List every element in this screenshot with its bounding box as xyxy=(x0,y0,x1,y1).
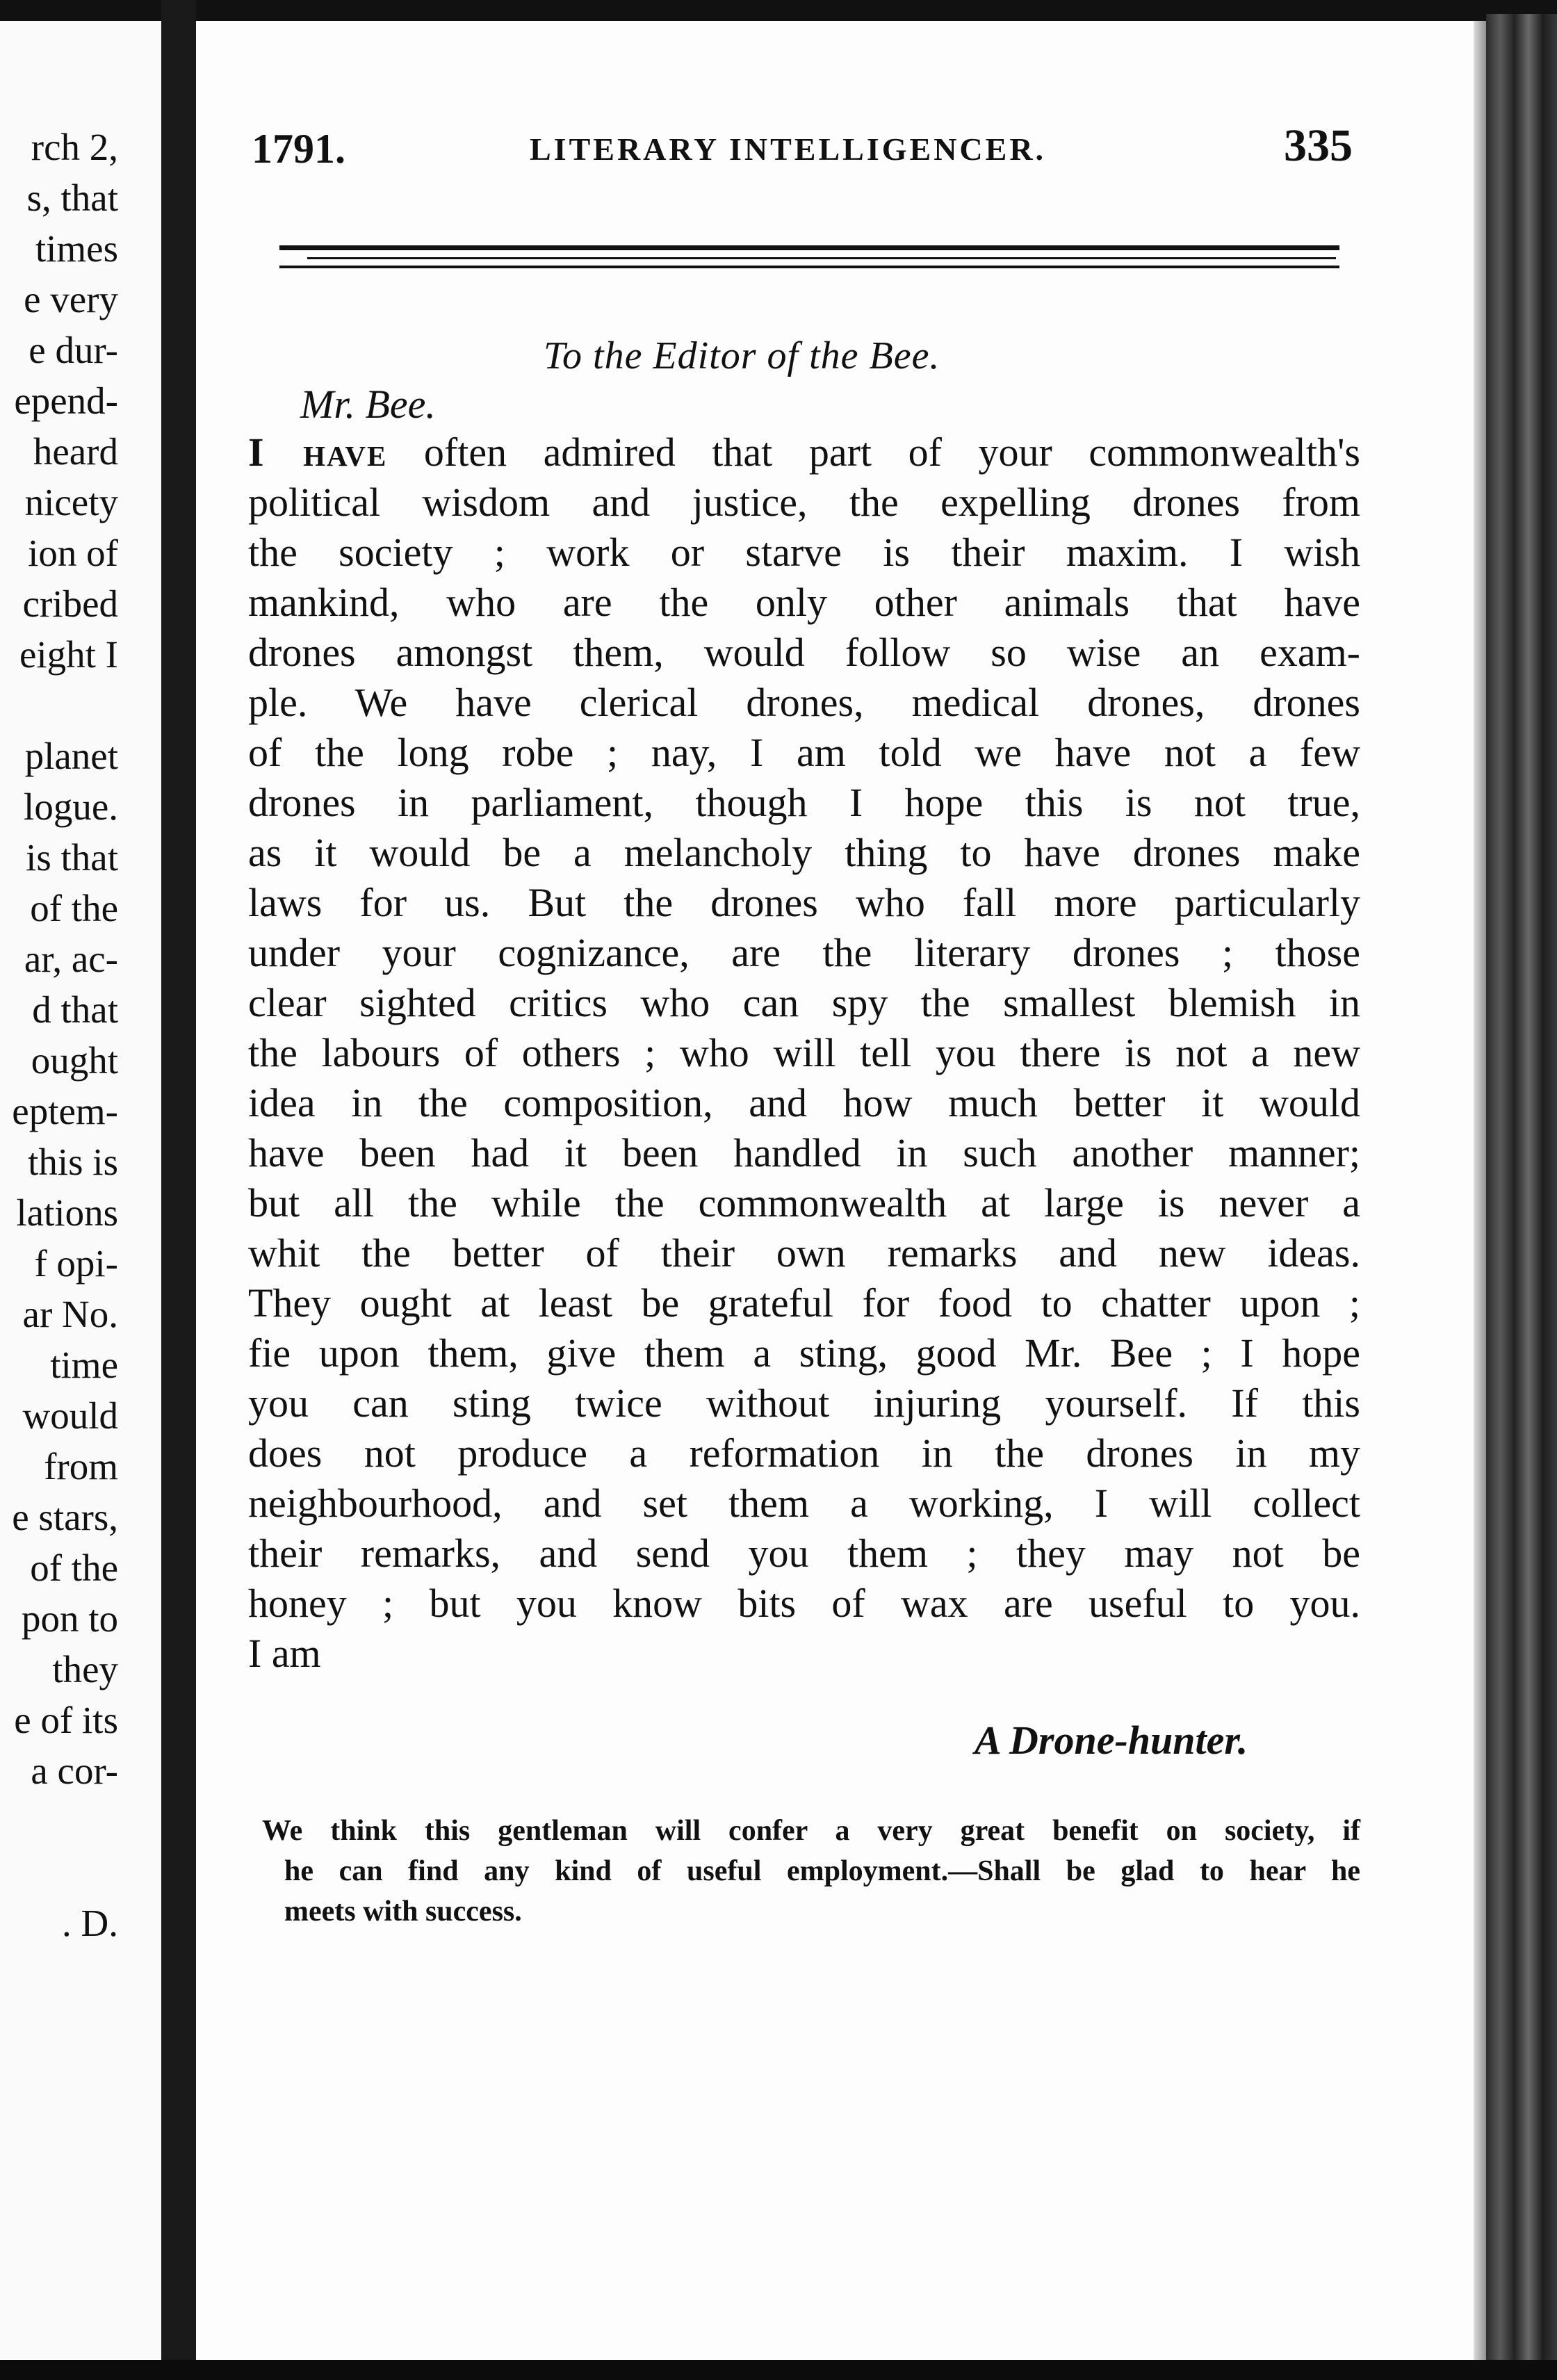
left-page-line: ought xyxy=(31,1039,118,1082)
page-number: 335 xyxy=(1284,120,1353,171)
letter-line: They ought at least be grateful for food to chatter upon ; xyxy=(248,1280,1360,1326)
letter-line: idea in the composition, and how much better it would xyxy=(248,1080,1360,1125)
left-facing-page xyxy=(0,21,161,2360)
left-page-line: lations xyxy=(16,1191,118,1234)
left-page-line: of the xyxy=(30,1547,118,1589)
letter-line: as it would be a melancholy thing to have drones make xyxy=(248,830,1360,875)
letter-salutation: Mr. Bee. xyxy=(300,382,436,427)
letter-body xyxy=(248,427,1360,1679)
letter-line: under your cognizance, are the literary drones ; those xyxy=(248,930,1360,975)
editor-note xyxy=(262,1811,1360,1932)
left-page-line: e of its xyxy=(14,1699,118,1741)
left-page-line: e very xyxy=(24,278,118,320)
letter-line: laws for us. But the drones who fall more particularly xyxy=(248,880,1360,925)
letter-line: the society ; work or starve is their maxim. I wish xyxy=(248,530,1360,575)
letter-line: drones amongst them, would follow so wise an exam- xyxy=(248,630,1360,675)
left-page-line: a cor- xyxy=(31,1750,118,1792)
letter-line xyxy=(248,427,1360,478)
running-head-year: 1791. xyxy=(252,126,345,172)
left-page-line: epend- xyxy=(14,380,118,422)
header-rule-lower xyxy=(279,266,1339,268)
left-page-line: eight I xyxy=(19,633,118,676)
header-rule xyxy=(279,245,1339,250)
opening-words: I have xyxy=(248,430,388,475)
letter-line: their remarks, and send you them ; they may not be xyxy=(248,1531,1360,1576)
letter-line: mankind, who are the only other animals that have xyxy=(248,580,1360,625)
letter-line: ple. We have clerical drones, medical drones, drones xyxy=(248,680,1360,725)
letter-line: neighbourhood, and set them a working, I will collect xyxy=(248,1481,1360,1526)
page-edge xyxy=(1474,21,1487,2363)
running-head-title: LITERARY INTELLIGENCER. xyxy=(530,131,1047,167)
page-gutter xyxy=(161,0,196,2380)
left-page-line: from xyxy=(44,1445,118,1488)
letter-line: the labours of others ; who will tell you there is not a new xyxy=(248,1030,1360,1075)
scan-background-bottom xyxy=(0,2360,1557,2380)
letter-signature: A Drone-hunter. xyxy=(975,1718,1248,1763)
main-page xyxy=(196,21,1474,2360)
letter-line: of the long robe ; nay, I am told we have not a few xyxy=(248,730,1360,775)
note-line: We think this gentleman will confer a very great benefit on society, if xyxy=(262,1815,1360,1847)
left-page-line: of the xyxy=(30,887,118,929)
letter-line: you can sting twice without injuring yourself. If this xyxy=(248,1380,1360,1426)
left-page-line: this is xyxy=(28,1141,118,1183)
letter-line: fie upon them, give them a sting, good Mr. Bee ; I hope xyxy=(248,1330,1360,1376)
letter-line: whit the better of their own remarks and new ideas. xyxy=(248,1230,1360,1275)
letter-heading: To the Editor of the Bee. xyxy=(544,334,940,377)
left-page-line: d that xyxy=(32,988,118,1031)
scan-background-top xyxy=(0,0,1557,21)
left-page-line: times xyxy=(35,227,118,270)
letter-line: political wisdom and justice, the expelling drones from xyxy=(248,480,1360,525)
letter-line: drones in parliament, though I hope this is not true, xyxy=(248,780,1360,825)
letter-line: have been had it been handled in such another manner; xyxy=(248,1130,1360,1175)
left-page-line: time xyxy=(50,1344,118,1386)
left-page-line: f opi- xyxy=(34,1242,118,1285)
left-page-line: would xyxy=(22,1394,118,1437)
left-page-line: ar No. xyxy=(22,1293,118,1335)
left-page-line: ion of xyxy=(28,532,118,574)
letter-line-text: often admired that part of your commonwealth's xyxy=(387,430,1360,475)
left-page-line: logue. xyxy=(24,785,118,828)
note-line: he can find any kind of useful employment.—Shall be glad to hear he xyxy=(284,1855,1360,1887)
book-spine xyxy=(1486,14,1557,2363)
left-page-line: is that xyxy=(26,836,118,879)
left-page-line: s, that xyxy=(26,177,118,219)
left-page-line: nicety xyxy=(24,481,118,523)
note-line: meets with success. xyxy=(284,1896,522,1927)
left-page-line: eptem- xyxy=(12,1090,118,1132)
letter-line: does not produce a reformation in the drones in my xyxy=(248,1431,1360,1476)
letter-line: clear sighted critics who can spy the smallest blemish in xyxy=(248,980,1360,1025)
left-page-line: heard xyxy=(33,430,118,473)
left-page-line: they xyxy=(52,1648,118,1690)
left-page-line: e dur- xyxy=(28,329,118,371)
letter-line: honey ; but you know bits of wax are useful to you. xyxy=(248,1581,1360,1626)
header-rule-thin xyxy=(307,257,1336,259)
left-page-line: . D. xyxy=(62,1902,118,1944)
left-page-line: pon to xyxy=(21,1597,118,1640)
left-page-line: ar, ac- xyxy=(24,938,118,980)
left-page-line: e stars, xyxy=(12,1496,118,1538)
left-page-line: planet xyxy=(24,735,118,777)
letter-line: but all the while the commonwealth at large is never a xyxy=(248,1180,1360,1225)
letter-line: I am xyxy=(248,1631,321,1676)
left-page-line: cribed xyxy=(22,582,118,625)
left-page-line: rch 2, xyxy=(31,126,118,168)
